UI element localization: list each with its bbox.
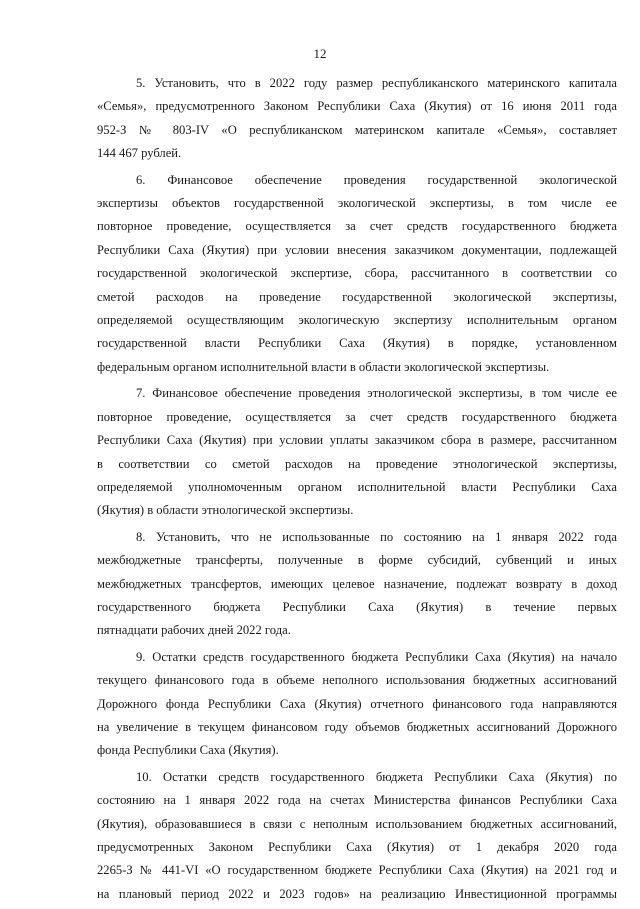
text-line: федеральным органом исполнительной власти в области экологической экспертизы.: [97, 359, 550, 374]
text-line: фонда Республики Саха (Якутия).: [97, 743, 279, 758]
text-line: Дорожного фонда Республики Саха (Якутия) отчетного финансового года направляются: [97, 696, 617, 711]
text-line: 6. Финансовое обеспечение проведения государственной экологической: [136, 172, 617, 187]
document-body: [97, 72, 617, 909]
text-line: 5. Установить, что в 2022 году размер республиканского материнского капитала: [136, 76, 617, 90]
text-line: экспертизы объектов государственной экологической экспертизы, в том числе ее: [97, 196, 617, 211]
text-line: пятнадцати рабочих дней 2022 года.: [97, 623, 291, 638]
text-line: 7. Финансовое обеспечение проведения этнологической экспертизы, в том числе ее: [136, 386, 617, 401]
text-line: межбюджетные трансферты, полученные в форме субсидий, субвенций и иных: [97, 553, 617, 568]
text-line: Республики Саха (Якутия) при условии уплаты заказчиком сбора в размере, рассчитанном: [97, 433, 617, 448]
paragraph-3: [97, 382, 617, 522]
text-line: на плановый период 2022 и 2023 годов» на реализацию Инвестиционной программы: [97, 886, 617, 901]
text-line: предусмотренных Законом Республики Саха (Якутия) от 1 декабря 2020 года: [97, 840, 617, 854]
text-line: текущего финансового года в объеме неполного использования бюджетных ассигнований: [97, 673, 617, 688]
paragraph-2: [97, 169, 617, 380]
text-line: 952-З № 803-IV «О республиканском материнском капитале «Семья», составляет: [97, 122, 617, 137]
paragraph-1: [97, 72, 617, 166]
text-line: государственного бюджета Республики Саха (Якутия) в течение первых: [97, 599, 617, 614]
paragraph-4: [97, 526, 617, 643]
text-line: государственной власти Республики Саха (Якутия) в порядке, установленном: [97, 336, 617, 351]
text-line: определяемой осуществляющим экологическую экспертизу исполнительным органом: [97, 313, 617, 328]
text-line: (Якутия), образовавшиеся в связи с неполным использованием бюджетных ассигнований,: [97, 816, 617, 831]
text-line: межбюджетных трансфертов, имеющих целевое назначение, подлежат возврату в доход: [97, 576, 617, 591]
text-line: в соответствии со сметой расходов на проведение этнологической экспертизы,: [97, 456, 617, 471]
text-line: Республики Саха (Якутия) при условии внесения заказчиком документации, подлежащей: [97, 242, 617, 257]
text-line: «Семья», предусмотренного Законом Республики Саха (Якутия) от 16 июня 2011 года: [97, 99, 617, 114]
text-line: состоянию на 1 января 2022 года на счетах Министерства финансов Республики Саха: [97, 793, 617, 808]
text-line: 8. Установить, что не использованные по состоянию на 1 января 2022 года: [136, 529, 617, 544]
text-line: 144 467 рублей.: [97, 146, 182, 161]
paragraph-6: [97, 766, 617, 906]
text-line: 2265-З № 441-VI «О государственном бюджете Республики Саха (Якутия) на 2021 год и: [97, 863, 617, 878]
text-line: на увеличение в текущем финансовом году объемов бюджетных ассигнований Дорожного: [97, 719, 617, 734]
paragraph-5: [97, 646, 617, 763]
text-line: определяемой уполномоченным органом исполнительной власти Республики Саха: [97, 479, 617, 494]
text-line: государственной экологической экспертизе, сбора, рассчитанного в соответствии со: [97, 266, 617, 281]
text-line: 9. Остатки средств государственного бюджета Республики Саха (Якутия) на начало: [136, 649, 617, 664]
page-number: 12: [313, 46, 327, 61]
text-line: сметой расходов на проведение государственной экологической экспертизы,: [97, 289, 617, 304]
text-line: повторное проведение, осуществляется за счет средств государственного бюджета: [97, 219, 617, 234]
text-line: повторное проведение, осуществляется за счет средств государственного бюджета: [97, 409, 617, 424]
text-line: (Якутия) в области этнологической экспертизы.: [97, 503, 354, 518]
text-line: 10. Остатки средств государственного бюджета Республики Саха (Якутия) по: [136, 769, 617, 784]
